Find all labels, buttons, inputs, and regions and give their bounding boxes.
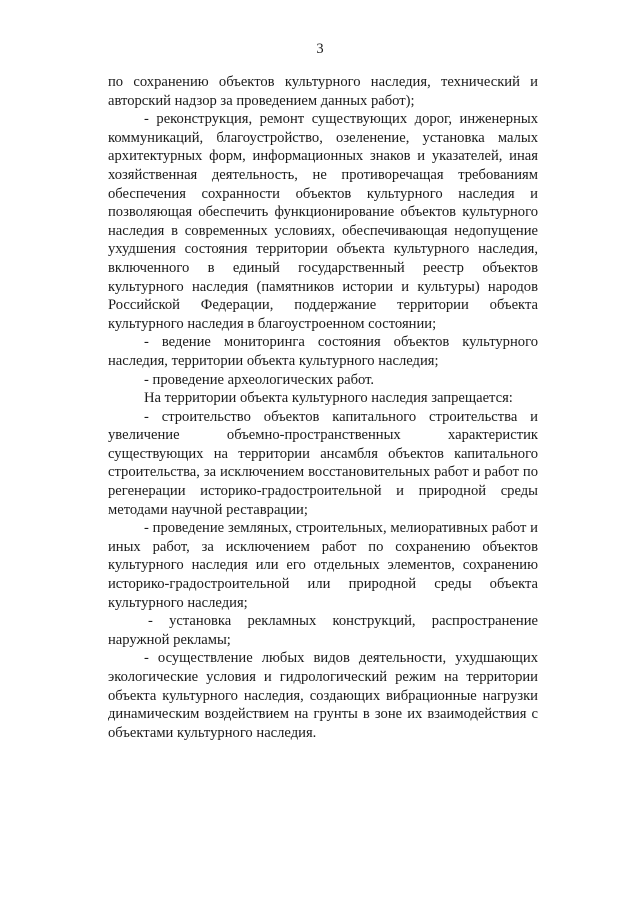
paragraph-activities-item: - осуществление любых видов деятельности, ухудшающих экологические условия и гидрологический режим на территории объекта культурного наследия, создающих вибрационные нагрузки динамическим воздействием на грунты в зоне их взаимодействия с объектами культурного наследия. xyxy=(108,650,538,741)
paragraph-construction-item: - строительство объектов капитального строительства и увеличение объемно-пространственных характеристик существующих на территории ансамбля объектов капитального строительства, за исключением восстановительных работ и работ по регенерации историко-градостроительной и природной среды методами научной реставрации; xyxy=(108,408,538,518)
page-number: 3 xyxy=(316,41,324,57)
document-body xyxy=(108,73,538,742)
paragraph-monitoring-item: - ведение мониторинга состояния объектов культурного наследия, территории объекта культурного наследия; xyxy=(108,334,538,369)
paragraph-earthworks-item: - проведение земляных, строительных, мелиоративных работ и иных работ, за исключением работ по сохранению объектов культурного наследия или его отдельных элементов, сохранению историко-градостроительной или природной среды объекта культурного наследия; xyxy=(108,520,538,611)
paragraph-prohibited-heading: На территории объекта культурного наследия запрещается: xyxy=(144,390,513,407)
paragraph-archaeology-item: - проведение археологических работ. xyxy=(144,371,375,388)
paragraph-reconstruction-item: - реконструкция, ремонт существующих дорог, инженерных коммуникаций, благоустройство, озеленение, установка малых архитектурных форм, информационных знаков и указателей, иная хозяйственная деятельность, не противоречащая требованиям обеспечения сохранности объектов культурного наследия и позволяющая обеспечить функционирование объектов культурного наследия в современных условиях, обеспечивающая недопущение ухудшения состояния территории объекта культурного наследия, включенного в единый государственный реестр объектов культурного наследия (памятников истории и культуры) народов Российской Федерации, поддержание территории объекта культурного наследия в благоустроенном состоянии; xyxy=(108,111,538,332)
paragraph-continuation: по сохранению объектов культурного наследия, технический и авторский надзор за проведением данных работ); xyxy=(108,74,538,109)
paragraph-advertising-item: - установка рекламных конструкций, распространение наружной рекламы; xyxy=(108,613,538,648)
